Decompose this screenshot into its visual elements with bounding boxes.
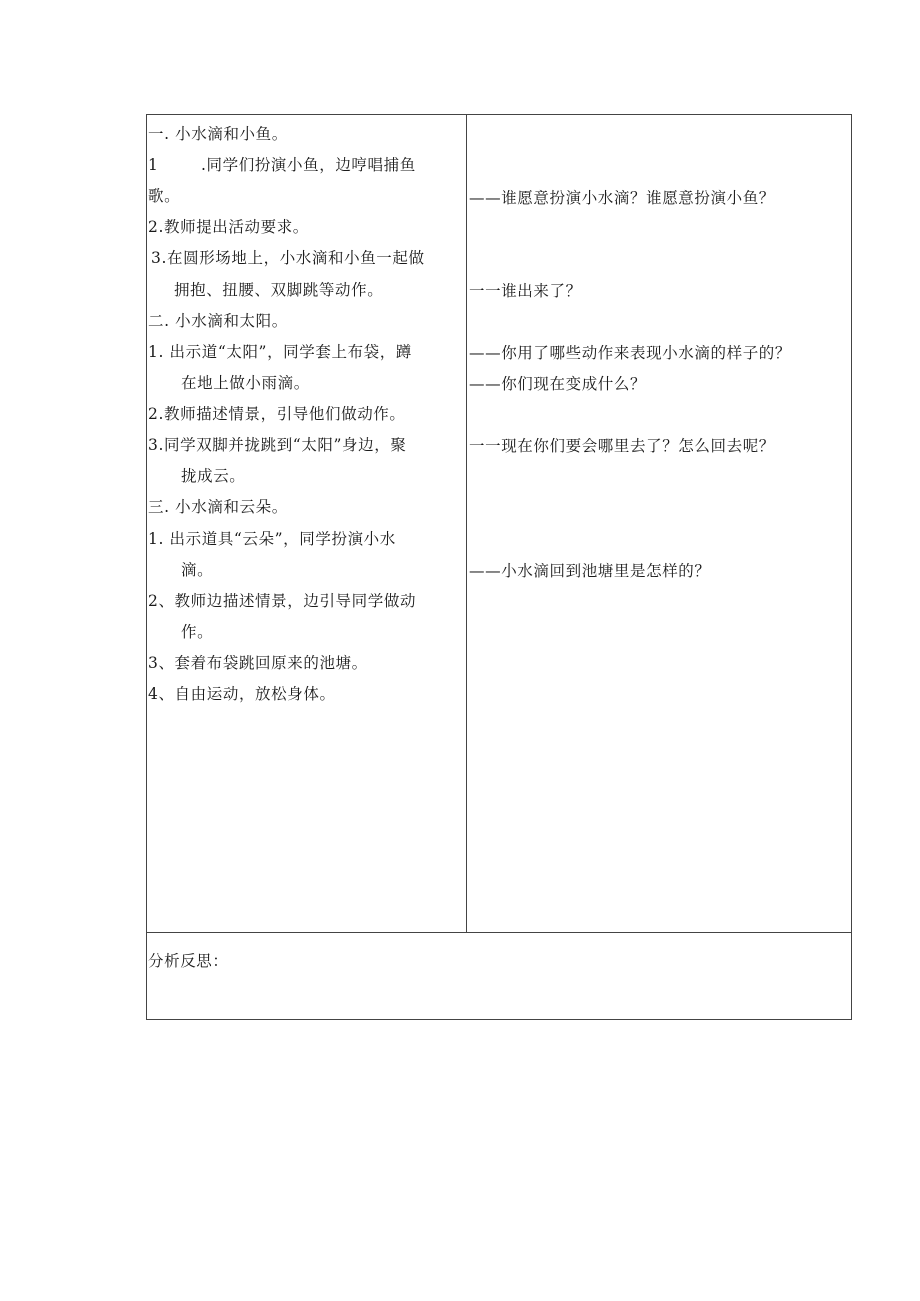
section-1-title: 一. 小水滴和小鱼。: [148, 125, 288, 143]
section-2-item-1-line-1: 1. 出示道“太阳”，同学套上布袋，蹲: [148, 343, 412, 361]
section-2-title: 二. 小水滴和太阳。: [148, 312, 288, 330]
section-3-item-2-line-2: 作。: [181, 623, 214, 641]
section-3-item-1-line-1: 1. 出示道具“云朵”，同学扮演小水: [148, 530, 396, 548]
section-3-item-4: 4、自由运动，放松身体。: [148, 685, 336, 703]
section-2-item-1-line-2: 在地上做小雨滴。: [181, 374, 310, 392]
section-2-item-3-line-1: 3.同学双脚并拢跳到“太阳”身边，聚: [148, 436, 407, 454]
section-1-item-1-number: 1: [148, 156, 159, 174]
question-6: ——小水滴回到池塘里是怎样的？: [469, 562, 711, 580]
question-5: 一一现在你们要会哪里去了？怎么回去呢？: [469, 437, 775, 455]
question-4: ——你们现在变成什么？: [469, 375, 647, 393]
section-1-item-1-line-1: .同学们扮演小鱼，边哼唱捕鱼: [201, 156, 416, 174]
section-3-item-3: 3、套着布袋跳回原来的池塘。: [148, 654, 368, 672]
section-1-item-3-line-2: 拥抱、扭腰、双脚跳等动作。: [174, 281, 384, 299]
section-3-item-2-line-1: 2、教师边描述情景，边引导同学做动: [148, 592, 417, 610]
question-2: 一一谁出来了？: [469, 282, 582, 300]
section-3-title: 三. 小水滴和云朵。: [148, 498, 288, 516]
section-2-item-3-line-2: 拢成云。: [181, 467, 246, 485]
section-2-item-2: 2.教师描述情景，引导他们做动作。: [148, 405, 406, 423]
section-1-item-2: 2.教师提出活动要求。: [148, 218, 309, 236]
reflection-label: 分析反思：: [148, 952, 229, 970]
section-1-item-1-line-2: 歌。: [148, 187, 181, 205]
section-1-item-3-line-1: 3.在圆形场地上，小水滴和小鱼一起做: [151, 249, 425, 267]
column-divider: [466, 114, 467, 932]
question-1: ——谁愿意扮演小水滴？谁愿意扮演小鱼？: [469, 189, 775, 207]
section-3-item-1-line-2: 滴。: [181, 561, 214, 579]
question-3: ——你用了哪些动作来表现小水滴的样子的？: [469, 344, 792, 362]
row-divider: [146, 932, 852, 933]
